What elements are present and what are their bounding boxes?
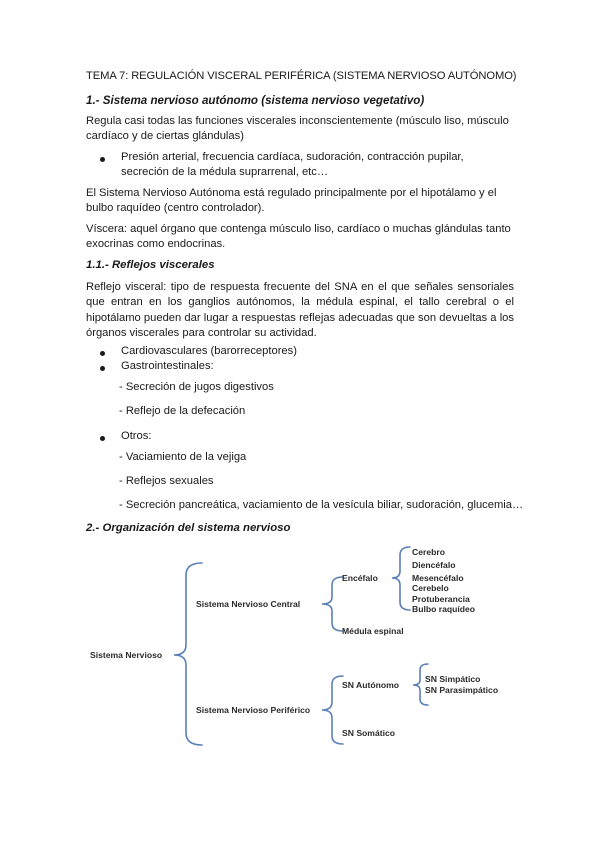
diagram-snc-label: Sistema Nervioso Central [196, 599, 301, 609]
reflex-sub-item: - Secreción pancreática, vaciamiento de la vesícula biliar, sudoración, glucemia… [119, 499, 524, 511]
reflex-bullet-cardiovascular: Cardiovasculares (barorreceptores) [121, 345, 297, 357]
reflex-sub-item: - Secreción de jugos digestivos [119, 381, 274, 393]
section-1-heading: 1.- Sistema nervioso autónomo (sistema nervioso vegetativo) [86, 94, 425, 107]
diagram-encefalo-item: Cerebelo [412, 583, 449, 593]
diagram-snp-label: Sistema Nervioso Periférico [196, 705, 311, 715]
section-1-paragraph-3: Víscera: aquel órgano que contenga músculo liso, cardíaco o muchas glándulas tanto exocrinas como endocrinas. [86, 223, 511, 251]
section-1-1-paragraph: Reflejo visceral: tipo de respuesta frecuente del SNA en el que señales sensoriales que entran en los ganglios autónomos, la médula espinal, el tallo cerebral o el hipotálamo pueden dar lugar a respuestas reflejas adecuadas que son devueltas a los órganos viscerales para controlar su actividad. [86, 281, 514, 340]
diagram-autonomo-label: SN Autónomo [342, 680, 399, 690]
diagram-autonomo-item: SN Simpático [425, 674, 481, 684]
brace-root [174, 563, 202, 745]
diagram-encefalo-item: Mesencéfalo [412, 573, 464, 583]
reflex-sub-item: - Reflejos sexuales [119, 475, 214, 487]
section-1-paragraph-2: El Sistema Nervioso Autónoma está regulado principalmente por el hipotálamo y el bulbo raquídeo (centro controlador). [86, 187, 497, 215]
section-2-heading: 2.- Organización del sistema nervioso [86, 522, 291, 534]
diagram-encefalo-label: Encéfalo [342, 573, 378, 583]
brace-snc [322, 577, 343, 631]
section-1-1-heading: 1.1.- Reflejos viscerales [86, 259, 215, 271]
diagram-medula-label: Médula espinal [342, 626, 404, 636]
reflex-sub-item: - Reflejo de la defecación [119, 405, 246, 417]
brace-snp [322, 676, 343, 744]
diagram-encefalo-item: Bulbo raquídeo [412, 604, 476, 614]
diagram-autonomo-item: SN Parasimpático [425, 685, 499, 695]
diagram-root-label: Sistema Nervioso [90, 650, 163, 660]
section-1-bullet-1: Presión arterial, frecuencia cardíaca, sudoración, contracción pupilar, secreción de la médula suprarrenal, etc… [121, 151, 464, 179]
diagram-somatico-label: SN Somático [342, 728, 396, 738]
document-title: TEMA 7: REGULACIÓN VISCERAL PERIFÉRICA (SISTEMA NERVIOSO AUTÓNOMO) [86, 70, 517, 82]
reflex-sub-item: - Vaciamiento de la vejiga [119, 451, 247, 463]
section-1-paragraph-1: Regula casi todas las funciones viscerales inconscientemente (músculo liso, músculo cardíaco y de ciertas glándulas) [86, 115, 509, 143]
reflex-bullet-gastrointestinal: Gastrointestinales: [121, 360, 214, 372]
diagram-encefalo-item: Diencéfalo [412, 560, 456, 570]
brace-encefalo [392, 547, 410, 610]
diagram-encefalo-item: Protuberancia [412, 594, 470, 604]
reflex-bullet-otros: Otros: [121, 430, 152, 442]
diagram-encefalo-item: Cerebro [412, 547, 445, 557]
